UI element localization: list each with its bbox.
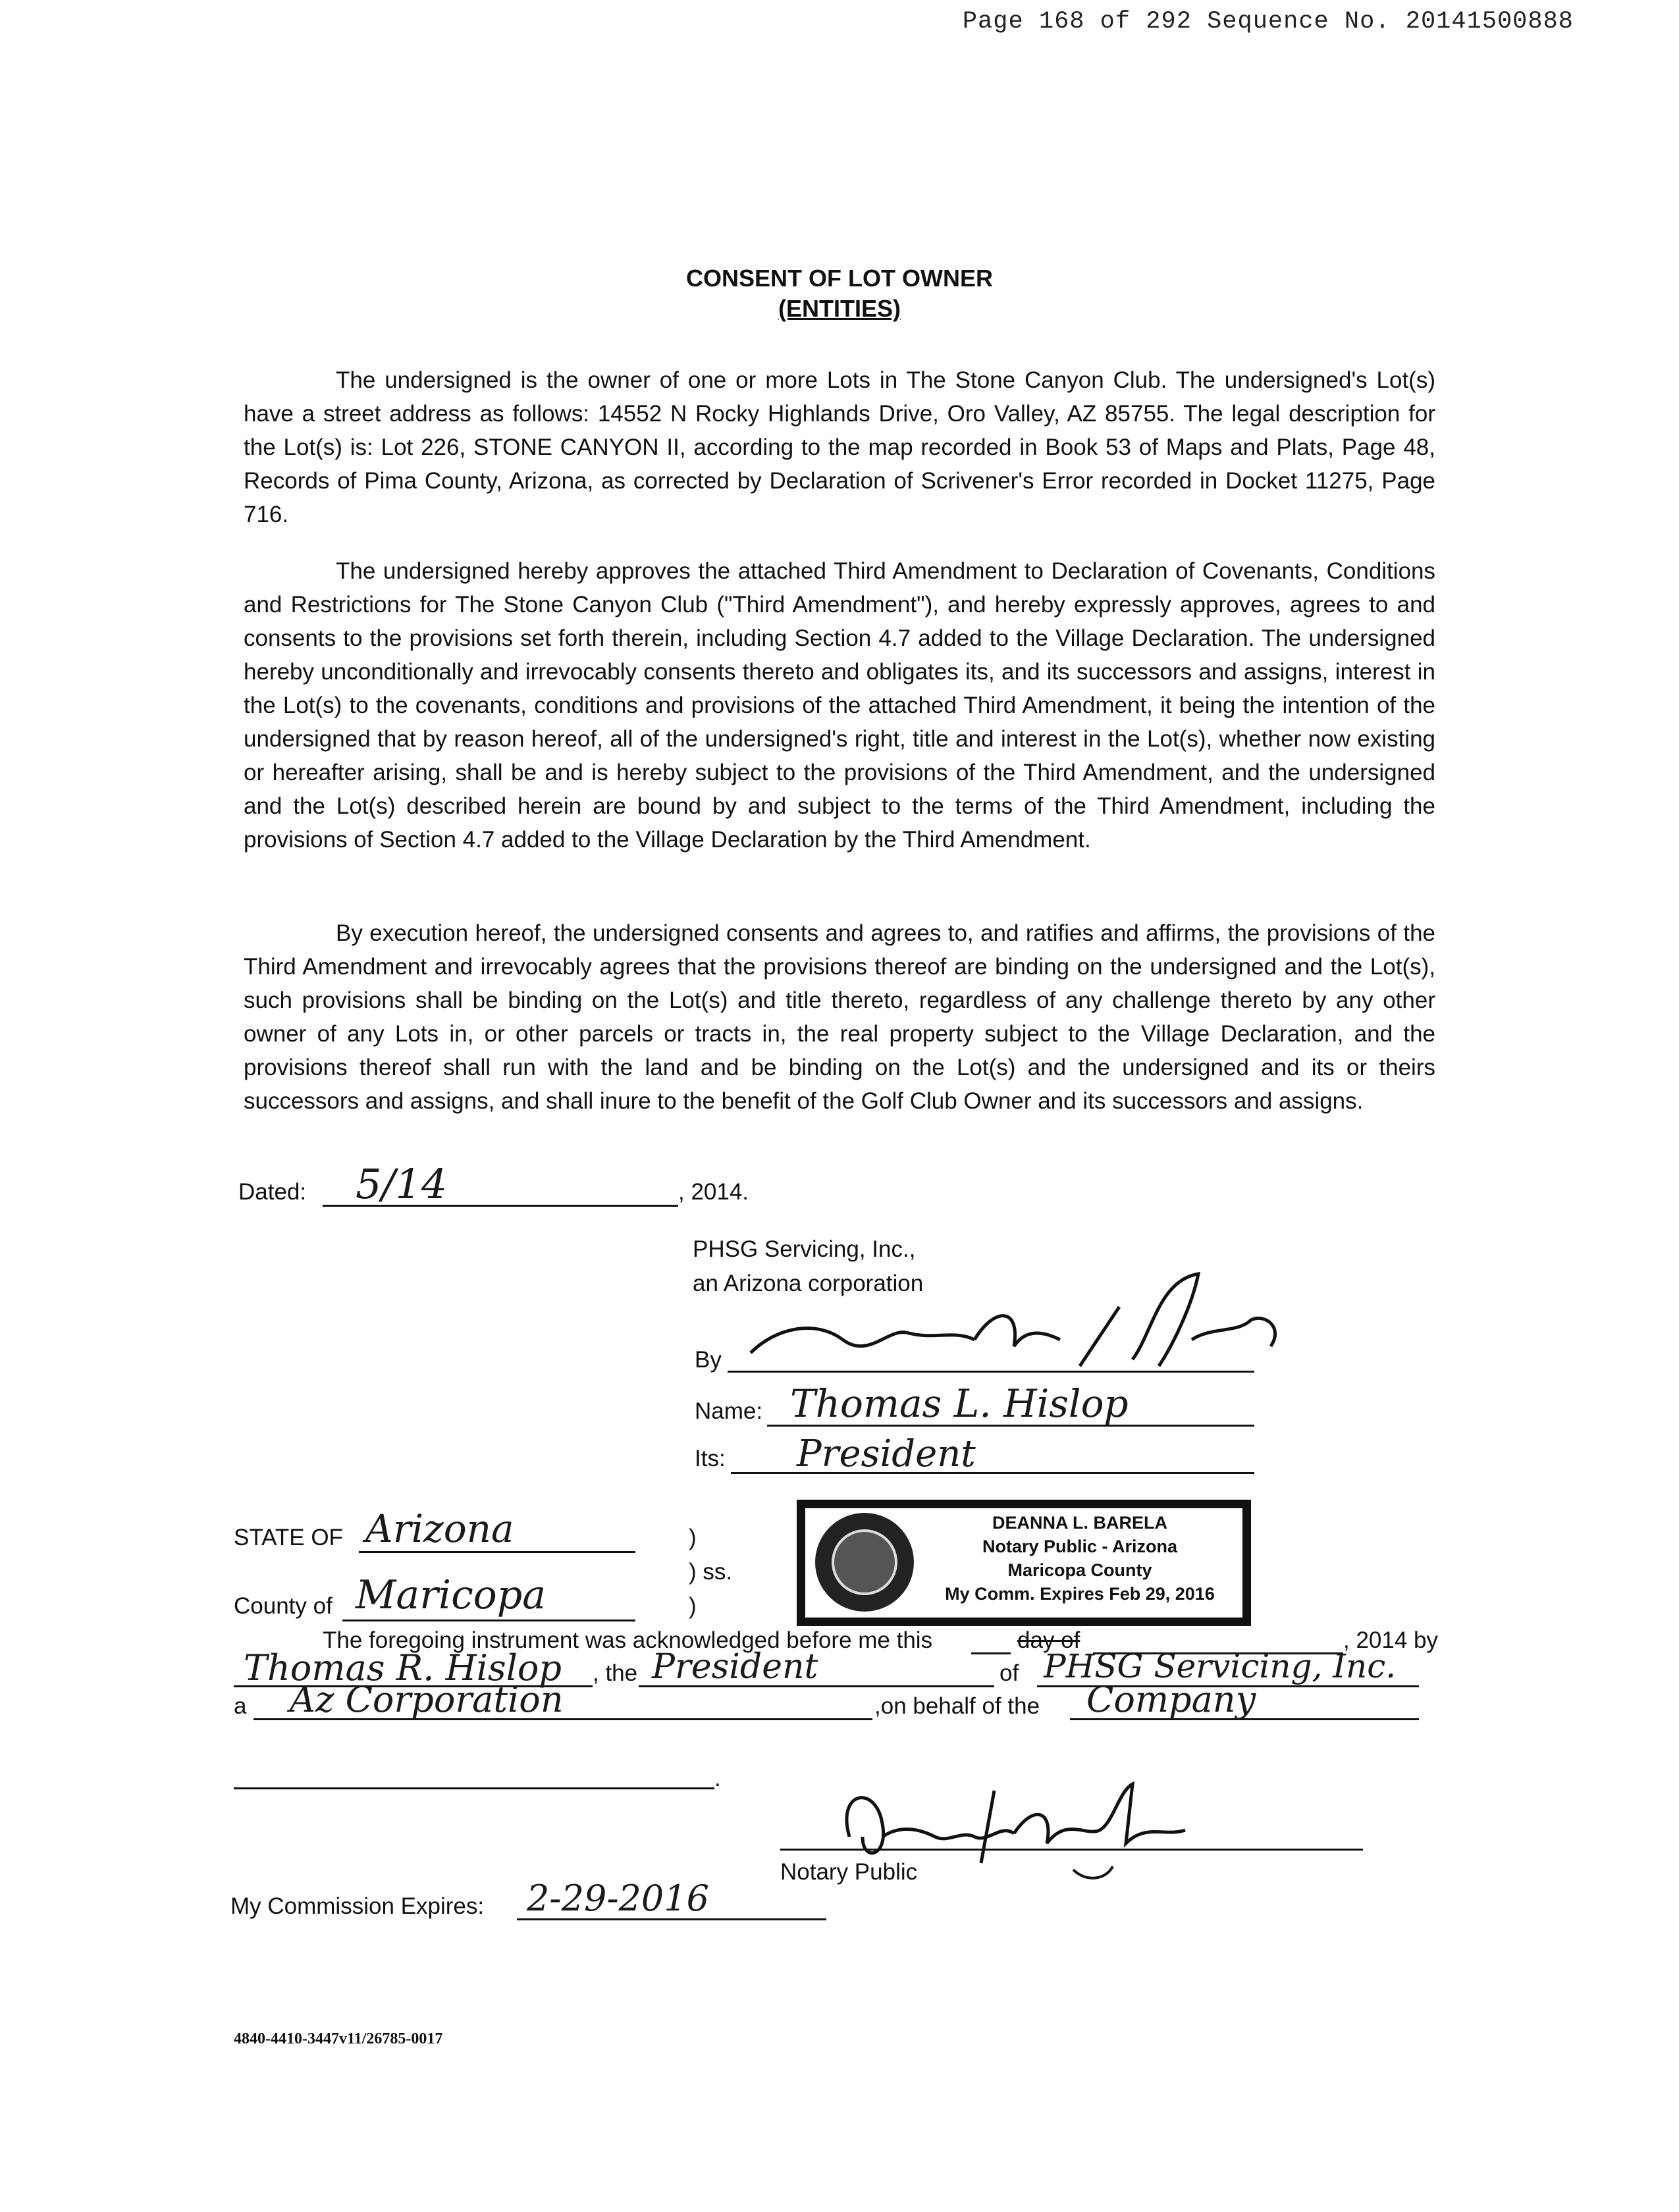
title-sub: (ENTITIES) xyxy=(778,295,901,322)
county-line xyxy=(342,1620,635,1621)
on-behalf-label: ,on behalf of the xyxy=(874,1693,1040,1719)
entity-type: an Arizona corporation xyxy=(693,1271,924,1296)
stamp-line2: Maricopa County xyxy=(1007,1560,1152,1580)
notary-stamp-text xyxy=(922,1511,1238,1606)
state-value: Arizona xyxy=(365,1506,514,1551)
name-value: Thomas L. Hislop xyxy=(790,1381,1129,1426)
blank-line xyxy=(234,1787,714,1789)
notary-seal-icon xyxy=(815,1513,914,1612)
its-value: President xyxy=(797,1433,976,1475)
authorized-signature xyxy=(737,1267,1291,1379)
blank-period: . xyxy=(714,1766,721,1791)
paragraph-3: By execution hereof, the undersigned consents and agrees to, and ratifies and affirms, the provisions of the Third Amendment and irrevocably agrees that the provisions thereof are binding on the undersigned and the Lot(s), such provisions shall be binding on the Lot(s) and title thereto, regardless of any challenge thereto by any other owner of any Lots in, or other parcels or tracts in, the real property subject to the Village Declaration, and the provisions thereof shall run with the land and be binding on the Lot(s) and the undersigned and its or theirs successors and assigns, and shall inure to the benefit of the Golf Club Owner and its successors and assigns. xyxy=(244,920,1435,1114)
stamp-line3: My Comm. Expires Feb 29, 2016 xyxy=(945,1584,1215,1604)
paragraph-2: The undersigned hereby approves the attached Third Amendment to Declaration of Covenants, Conditions and Restrictions for The Stone Canyon Club ("Third Amendment"), and hereby expressly approves, agrees to and consents to the provisions set forth therein, including Section 4.7 added to the Village Declaration. The undersigned hereby unconditionally and irrevocably consents thereto and obligates its, and its successors and assigns, interest in the Lot(s) to the covenants, conditions and provisions of the attached Third Amendment, it being the intention of the undersigned that by reason hereof, all of the undersigned's right, title and interest in the Lot(s), whether now existing or hereafter arising, shall be and is hereby subject to the provisions of the Third Amendment, and the undersigned and the Lot(s) described herein are bound by and subject to the terms of the Third Amendment, including the provisions of Section 4.7 added to the Village Declaration by the Third Amendment. xyxy=(244,558,1435,853)
ack-text: The foregoing instrument was acknowledged before me this xyxy=(323,1627,933,1653)
commission-label: My Commission Expires: xyxy=(230,1893,485,1919)
ack-day-line xyxy=(971,1652,1011,1654)
county-label: County of xyxy=(234,1593,333,1619)
ack-year: , 2014 by xyxy=(1343,1627,1438,1653)
dated-year: , 2014. xyxy=(678,1179,749,1205)
paragraph-1: The undersigned is the owner of one or more Lots in The Stone Canyon Club. The undersigned's Lot(s) have a street address as follows: 14552 N Rocky Highlands Drive, Oro Valley, AZ 85755. The legal description for the Lot(s) is: Lot 226, STONE CANYON II, according to the map recorded in Book 53 of Maps and Plats, Page 48, Records of Pima County, Arizona, as corrected by Declaration of Scrivener's Error recorded in Docket 11275, Page 716. xyxy=(244,367,1435,527)
of-label: of xyxy=(999,1660,1019,1686)
dated-label: Dated: xyxy=(238,1179,307,1205)
county-value: Maricopa xyxy=(356,1572,546,1618)
state-label: STATE OF xyxy=(234,1525,343,1550)
stamp-line1: Notary Public - Arizona xyxy=(982,1537,1178,1556)
state-paren: ) xyxy=(689,1525,697,1550)
page-sequence-header: Page 168 of 292 Sequence No. 20141500888 xyxy=(962,8,1574,36)
notary-public-label: Notary Public xyxy=(780,1859,918,1885)
dated-handwritten: 5/14 xyxy=(356,1160,448,1208)
stamp-name: DEANNA L. BARELA xyxy=(992,1513,1167,1533)
document-title xyxy=(0,263,1679,324)
on-behalf-value: Company xyxy=(1086,1679,1256,1720)
state-line xyxy=(359,1551,635,1553)
its-label: Its: xyxy=(695,1446,726,1471)
name-label: Name: xyxy=(695,1398,763,1424)
title-value: President xyxy=(652,1647,818,1687)
by-label: By xyxy=(695,1347,722,1373)
entity-name: PHSG Servicing, Inc., xyxy=(693,1236,916,1262)
document-id-footer: 4840-4410-3447v11/26785-0017 xyxy=(234,2030,443,2047)
the-label: , the xyxy=(593,1660,638,1686)
ack-day-label: day of xyxy=(1017,1627,1080,1653)
county-paren: ) xyxy=(689,1593,697,1619)
a-label: a xyxy=(234,1693,247,1719)
ss-label: ) ss. xyxy=(689,1559,733,1585)
company-value: PHSG Servicing, Inc. xyxy=(1044,1647,1397,1685)
title-main: CONSENT OF LOT OWNER xyxy=(686,265,993,292)
entity-type-value: Az Corporation xyxy=(290,1679,564,1720)
commission-value: 2-29-2016 xyxy=(527,1878,709,1919)
signer-value: Thomas R. Hislop xyxy=(244,1647,562,1689)
